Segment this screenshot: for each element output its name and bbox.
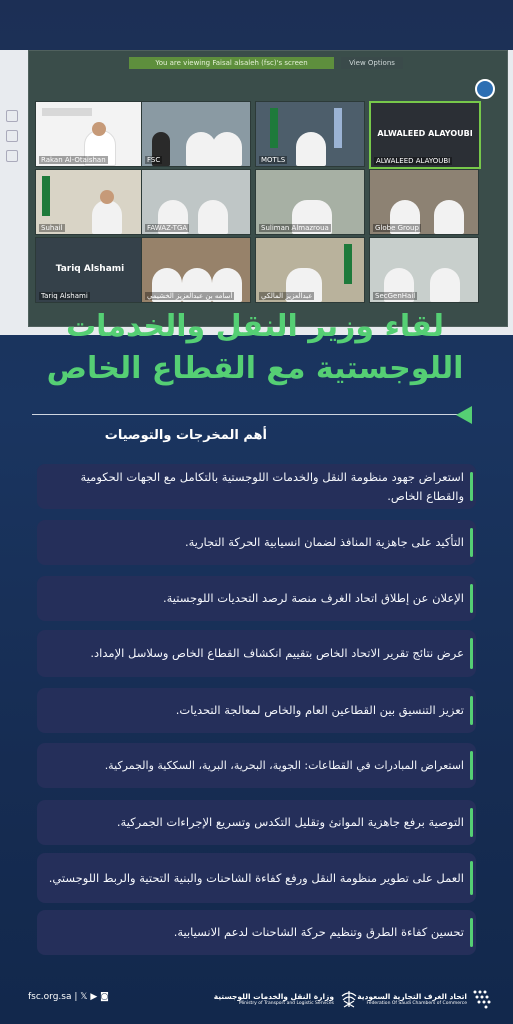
outcome-text: الإعلان عن إطلاق اتحاد الغرف منصة لرصد التحديات اللوجستية. (162, 591, 464, 605)
outcome-text: عرض نتائج تقرير الاتحاد الخاص بتقييم انكشاف القطاع الخاص وسلاسل الإمداد. (90, 646, 464, 660)
participant-name: Suhail (41, 224, 63, 232)
card-accent-bar (470, 808, 473, 837)
dots-emblem-icon (471, 988, 493, 1010)
participant-center-name: ALWALEED ALAYOUBI (377, 129, 473, 138)
card-accent-bar (470, 918, 473, 947)
meeting-sidebar (6, 110, 20, 170)
arrow-left-icon (456, 406, 472, 424)
video-tile (141, 169, 251, 235)
participant-name: Rakan Al-Otaishan (41, 156, 106, 164)
title-line-1: لقاء وزير النقل والخدمات (66, 309, 444, 344)
participant-name: أسامه بن عبدالعزيز الخشيمي (147, 292, 233, 300)
video-tile (141, 237, 251, 303)
ministry-name-en: Ministry of Transport and Logistic Services (238, 1001, 334, 1006)
meeting-screenshot (0, 50, 513, 335)
outcome-text: استعراض المبادرات في القطاعات: الجوية، البحرية، البرية، السككية والجمركية. (104, 759, 464, 772)
participant-name: Suliman Almazroua (261, 224, 329, 232)
video-tile (35, 101, 145, 167)
federation-logo (357, 988, 493, 1014)
avatar (475, 79, 495, 99)
participant-name: FAWAZ-TGA (147, 224, 188, 232)
video-tile (35, 169, 145, 235)
federation-name-en: Federation Of Saudi Chambers of Commerce (366, 1001, 467, 1006)
outcome-text: التوصية برفع جاهزية الموانئ وتقليل التكدس وتسريع الإجراءات الجمركية. (116, 815, 464, 829)
outcome-text: التأكيد على جاهزية المنافذ لضمان انسيابية الحركة التجارية. (184, 535, 464, 549)
outcome-text: تعزيز التنسيق بين القطاعين العام والخاص لمعالجة التحديات. (175, 703, 464, 717)
page-title (20, 306, 490, 390)
video-tile (369, 237, 479, 303)
outcome-card (37, 688, 476, 733)
outcome-text: العمل على تطوير منظومة النقل ورفع كفاءة الشاحنات والبنية التحتية والربط اللوجستي. (48, 870, 464, 885)
outcome-card (37, 464, 476, 509)
sidebar-icon (6, 130, 18, 142)
outcome-card (37, 800, 476, 845)
card-accent-bar (470, 528, 473, 557)
title-line-2: اللوجستية مع القطاع الخاص (46, 351, 464, 386)
ministry-logo (213, 988, 360, 1014)
participant-center-name: Tariq Alshami (55, 264, 125, 274)
video-tile-active (369, 101, 481, 169)
sidebar-icon (6, 110, 18, 122)
outcome-card (37, 743, 476, 788)
card-accent-bar (470, 584, 473, 613)
card-accent-bar (470, 638, 473, 669)
outcome-card (37, 630, 476, 677)
video-tile (255, 169, 365, 235)
participant-name: عبدالعزيز المالكي (261, 292, 313, 300)
card-accent-bar (470, 472, 473, 501)
participant-name: ALWALEED ALAYOUBI (376, 157, 451, 165)
outcome-text: استعراض جهود منظومة النقل والخدمات اللوجستية بالتكامل مع الجهات الحكومية والقطاع الخاص. (80, 469, 464, 503)
federation-name-ar: اتحاد الغرف التجارية السعودية (357, 992, 467, 1001)
video-tile (369, 169, 479, 235)
participant-name: Globe Group (375, 224, 419, 232)
screen-share-banner: You are viewing Faisal alsaleh (fsc)'s screen (129, 57, 334, 69)
card-accent-bar (470, 861, 473, 895)
video-tile (141, 101, 251, 167)
participant-name: Tariq Alshami (41, 292, 88, 300)
outcome-card (37, 576, 476, 621)
section-heading: أهم المخرجات والتوصيات (104, 428, 267, 443)
divider (32, 414, 462, 415)
outcome-card (37, 853, 476, 903)
video-tile (35, 237, 145, 303)
participant-name: MOTLS (261, 156, 286, 164)
card-accent-bar (470, 696, 473, 725)
ministry-name-ar: وزارة النقل والخدمات اللوجستية (213, 992, 334, 1001)
video-tile (255, 237, 365, 303)
participant-name: SecGenHail (375, 292, 416, 300)
card-accent-bar (470, 751, 473, 780)
outcome-text: تحسين كفاءة الطرق وتنظيم حركة الشاحنات لدعم الانسيابية. (173, 925, 464, 939)
website-link[interactable]: fsc.org.sa | 𝕏 ▶ ◙ (28, 992, 109, 1002)
meeting-window (28, 50, 508, 327)
sidebar-icon (6, 150, 18, 162)
outcome-card (37, 910, 476, 955)
outcome-card (37, 520, 476, 565)
participant-name: FSC (147, 156, 161, 164)
view-options-button[interactable]: View Options (341, 57, 403, 69)
footer (0, 980, 513, 1024)
video-tile (255, 101, 365, 167)
